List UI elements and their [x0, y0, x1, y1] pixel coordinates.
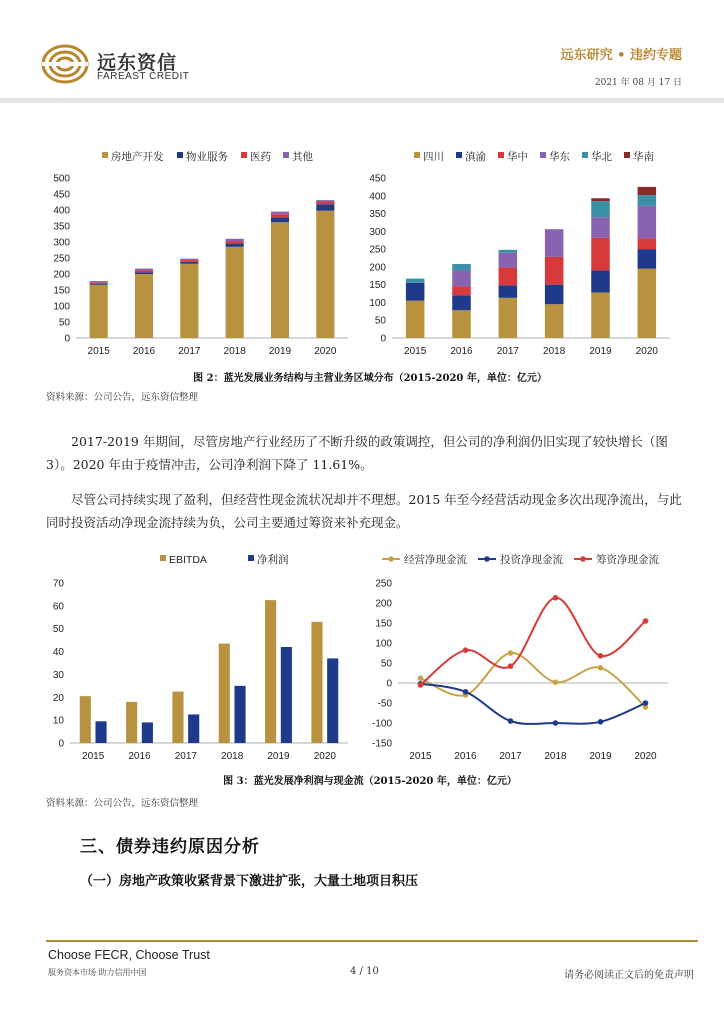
- bar-segment: [406, 279, 425, 283]
- data-point: [643, 700, 649, 706]
- x-tick-label: 2018: [221, 751, 244, 762]
- legend-swatch: [160, 555, 166, 561]
- bar-segment: [452, 310, 471, 338]
- y-tick-label: 150: [53, 285, 70, 297]
- bar-segment: [316, 211, 334, 338]
- data-point: [643, 618, 649, 624]
- legend-swatch: [582, 152, 588, 158]
- y-tick-label: 450: [369, 173, 386, 185]
- bar-segment: [591, 292, 610, 338]
- legend-label: 经营净现金流: [404, 554, 467, 566]
- y-tick-label: 20: [52, 692, 64, 704]
- series-line: [421, 653, 646, 707]
- data-point: [463, 689, 469, 695]
- bar: [142, 722, 153, 743]
- bar-segment: [591, 198, 610, 201]
- x-tick-label: 2015: [409, 751, 432, 762]
- x-tick-label: 2018: [543, 346, 566, 357]
- y-tick-label: -150: [371, 738, 392, 750]
- x-tick-label: 2020: [313, 751, 336, 762]
- x-tick-label: 2018: [223, 346, 246, 357]
- data-point: [418, 682, 424, 688]
- region-distribution-chart: [362, 140, 684, 365]
- footer-rule: [46, 940, 698, 942]
- bar: [311, 622, 322, 743]
- bar-segment: [406, 301, 425, 338]
- legend-marker: [580, 556, 586, 562]
- y-tick-label: 150: [375, 618, 392, 630]
- cashflow-chart: [362, 547, 684, 767]
- x-tick-label: 2020: [314, 346, 337, 357]
- bar-segment: [545, 229, 564, 257]
- legend-swatch: [102, 152, 108, 158]
- data-point: [598, 719, 604, 725]
- series-line: [421, 684, 646, 724]
- legend-swatch: [414, 152, 420, 158]
- legend-swatch: [624, 152, 630, 158]
- bar-segment: [180, 259, 198, 260]
- x-tick-label: 2016: [132, 346, 156, 357]
- bar-segment: [135, 274, 153, 338]
- legend-label: 投资净现金流: [500, 554, 563, 566]
- logo-mark-icon: [40, 42, 90, 86]
- data-point: [598, 653, 604, 659]
- y-tick-label: 0: [58, 738, 64, 750]
- legend-label: 净利润: [257, 554, 289, 566]
- x-tick-label: 2020: [634, 751, 657, 762]
- y-tick-label: -50: [377, 698, 392, 710]
- bar: [219, 644, 230, 743]
- footer-subslogan: 服务资本市场 助力信用中国: [48, 968, 147, 977]
- y-tick-label: 200: [53, 269, 70, 281]
- legend-label: 医药: [250, 151, 271, 163]
- bar-segment: [271, 222, 289, 338]
- bar-segment: [135, 270, 153, 272]
- y-tick-label: 200: [369, 262, 386, 274]
- bar-segment: [545, 304, 564, 338]
- bar-segment: [180, 264, 198, 338]
- bar-segment: [135, 272, 153, 274]
- legend-label: EBITDA: [169, 554, 207, 566]
- bar-segment: [90, 284, 108, 285]
- y-tick-label: 0: [386, 678, 392, 690]
- legend-swatch: [248, 555, 254, 561]
- legend-label: 华东: [549, 151, 570, 163]
- logo-name-en: FAREAST CREDIT: [97, 71, 190, 82]
- x-tick-label: 2015: [82, 751, 105, 762]
- bar-segment: [226, 241, 244, 244]
- y-tick-label: 50: [52, 624, 64, 636]
- bar-segment: [638, 238, 657, 249]
- bar-segment: [180, 260, 198, 262]
- x-tick-label: 2015: [404, 346, 427, 357]
- legend-label: 华北: [591, 151, 612, 163]
- x-tick-label: 2016: [454, 751, 477, 762]
- logo-name-cn: 远东资信: [97, 53, 178, 74]
- bar-segment: [499, 298, 518, 338]
- bar-segment: [226, 247, 244, 338]
- data-point: [508, 663, 514, 669]
- bar-segment: [591, 238, 610, 271]
- bar-segment: [591, 270, 610, 292]
- y-tick-label: 450: [53, 189, 70, 201]
- y-tick-label: 250: [53, 253, 70, 265]
- legend-swatch: [283, 152, 289, 158]
- y-tick-label: 30: [52, 669, 64, 681]
- x-tick-label: 2019: [268, 346, 292, 357]
- bar: [126, 702, 137, 743]
- legend-label: 房地产开发: [111, 151, 164, 163]
- y-tick-label: 0: [380, 333, 386, 345]
- bar-segment: [499, 250, 518, 253]
- bar-segment: [499, 253, 518, 268]
- y-tick-label: -100: [371, 718, 392, 730]
- y-tick-label: 100: [53, 301, 70, 313]
- section-heading: 三、债券违约原因分析: [80, 837, 260, 857]
- bar-segment: [271, 212, 289, 215]
- bar-segment: [406, 283, 425, 301]
- y-tick-label: 200: [375, 598, 392, 610]
- logo: [40, 42, 90, 86]
- x-tick-label: 2017: [499, 751, 522, 762]
- figure3-source: 资料来源：公司公告，远东资信整理: [46, 798, 199, 809]
- bar-segment: [90, 285, 108, 338]
- profit-chart: [40, 547, 360, 767]
- y-tick-label: 500: [53, 173, 70, 185]
- y-tick-label: 50: [380, 658, 392, 670]
- figure3-caption: 图 3：蓝光发展净利润与现金流（2015-2020 年，单位：亿元）: [223, 776, 517, 787]
- header-date: 2021 年 08 月 17 日: [594, 78, 682, 88]
- data-point: [418, 675, 424, 681]
- legend-swatch: [540, 152, 546, 158]
- bar: [327, 658, 338, 743]
- bar: [281, 647, 292, 743]
- x-tick-label: 2016: [128, 751, 151, 762]
- x-tick-label: 2019: [589, 751, 612, 762]
- data-point: [553, 679, 559, 685]
- bar: [188, 714, 199, 743]
- bar-segment: [638, 187, 657, 195]
- data-point: [553, 595, 559, 601]
- bar-segment: [591, 217, 610, 238]
- y-tick-label: 300: [369, 226, 386, 238]
- bar-segment: [180, 262, 198, 264]
- y-tick-label: 100: [375, 638, 392, 650]
- data-point: [463, 647, 469, 653]
- data-point: [508, 650, 514, 656]
- y-tick-label: 70: [52, 578, 64, 590]
- x-tick-label: 2018: [544, 751, 567, 762]
- bar-segment: [452, 264, 471, 270]
- bar-segment: [452, 286, 471, 295]
- figure2-source: 资料来源：公司公告，远东资信整理: [46, 392, 199, 403]
- bar: [80, 696, 91, 743]
- page-number: 4 / 10: [350, 966, 379, 977]
- bar: [95, 721, 106, 743]
- y-tick-label: 60: [52, 601, 64, 613]
- legend-marker: [484, 556, 490, 562]
- bar-segment: [271, 214, 289, 217]
- bar-segment: [638, 195, 657, 206]
- y-tick-label: 50: [58, 317, 70, 329]
- bar-segment: [545, 285, 564, 305]
- bar-segment: [90, 281, 108, 283]
- header-title: 远东研究 • 违约专题: [560, 48, 682, 63]
- bar-segment: [226, 239, 244, 241]
- bar-segment: [226, 244, 244, 247]
- bar-segment: [316, 202, 334, 204]
- bar-segment: [591, 201, 610, 217]
- bar-segment: [545, 257, 564, 285]
- x-tick-label: 2015: [87, 346, 110, 357]
- y-tick-label: 0: [64, 333, 70, 345]
- bar-segment: [271, 217, 289, 222]
- bar-segment: [638, 206, 657, 239]
- bar-segment: [135, 269, 153, 271]
- paragraph-1: 2017-2019 年期间，尽管房地产行业经历了不断升级的政策调控，但公司的净利润仍旧实现了较快增长（图 3）。2020 年由于疫情冲击，公司净利润下降了 11.61%。: [46, 434, 668, 472]
- legend-label: 物业服务: [186, 151, 228, 163]
- subsection-heading: （一）房地产政策收紧背景下激进扩张，大量土地项目积压: [80, 874, 419, 889]
- y-tick-label: 10: [52, 715, 64, 727]
- bar-segment: [499, 285, 518, 297]
- legend-label: 华南: [633, 151, 654, 163]
- legend-label: 四川: [423, 151, 444, 163]
- y-tick-label: 400: [53, 205, 70, 217]
- y-tick-label: 100: [369, 297, 386, 309]
- legend-swatch: [177, 152, 183, 158]
- y-tick-label: 400: [369, 191, 386, 203]
- bar-segment: [316, 200, 334, 202]
- x-tick-label: 2020: [635, 346, 658, 357]
- business-structure-chart: [40, 140, 360, 365]
- bar-segment: [316, 204, 334, 210]
- y-tick-label: 50: [374, 315, 386, 327]
- bar-segment: [638, 269, 657, 338]
- series-line: [421, 598, 646, 685]
- y-tick-label: 40: [52, 647, 64, 659]
- y-tick-label: 250: [369, 244, 386, 256]
- data-point: [553, 720, 559, 726]
- x-tick-label: 2019: [267, 751, 290, 762]
- bar-segment: [452, 295, 471, 310]
- legend-marker: [388, 556, 394, 562]
- data-point: [508, 718, 514, 724]
- footer-slogan: Choose FECR, Choose Trust: [48, 948, 210, 962]
- y-tick-label: 150: [369, 280, 386, 292]
- legend-label: 滇渝: [465, 151, 486, 163]
- x-tick-label: 2019: [589, 346, 612, 357]
- y-tick-label: 300: [53, 237, 70, 249]
- bar: [172, 692, 183, 743]
- legend-swatch: [498, 152, 504, 158]
- legend-label: 华中: [507, 151, 528, 163]
- data-point: [598, 665, 604, 671]
- x-tick-label: 2017: [496, 346, 519, 357]
- y-tick-label: 350: [369, 209, 386, 221]
- y-tick-label: 350: [53, 221, 70, 233]
- x-tick-label: 2017: [178, 346, 201, 357]
- paragraph-2: 尽管公司持续实现了盈利，但经营性现金流状况却并不理想。2015 年至今经营活动现金多次出现净流出，与此同时投资活动净现金流持续为负，公司主要通过筹资来补充现金。: [46, 492, 682, 530]
- footer-disclaimer: 请务必阅读正文后的免责声明: [564, 970, 694, 981]
- bar-segment: [452, 270, 471, 286]
- bar-segment: [90, 283, 108, 285]
- bar-segment: [638, 249, 657, 269]
- header-rule: [0, 98, 724, 103]
- legend-swatch: [241, 152, 247, 158]
- bar: [265, 600, 276, 743]
- figure2-caption: 图 2：蓝光发展业务结构与主营业务区域分布（2015-2020 年，单位：亿元）: [193, 373, 547, 384]
- legend-label: 筹资净现金流: [596, 554, 659, 566]
- legend-label: 其他: [292, 151, 313, 163]
- y-tick-label: 250: [375, 578, 392, 590]
- bar: [234, 686, 245, 743]
- x-tick-label: 2016: [450, 346, 473, 357]
- bar-segment: [499, 268, 518, 286]
- legend-swatch: [456, 152, 462, 158]
- x-tick-label: 2017: [174, 751, 197, 762]
